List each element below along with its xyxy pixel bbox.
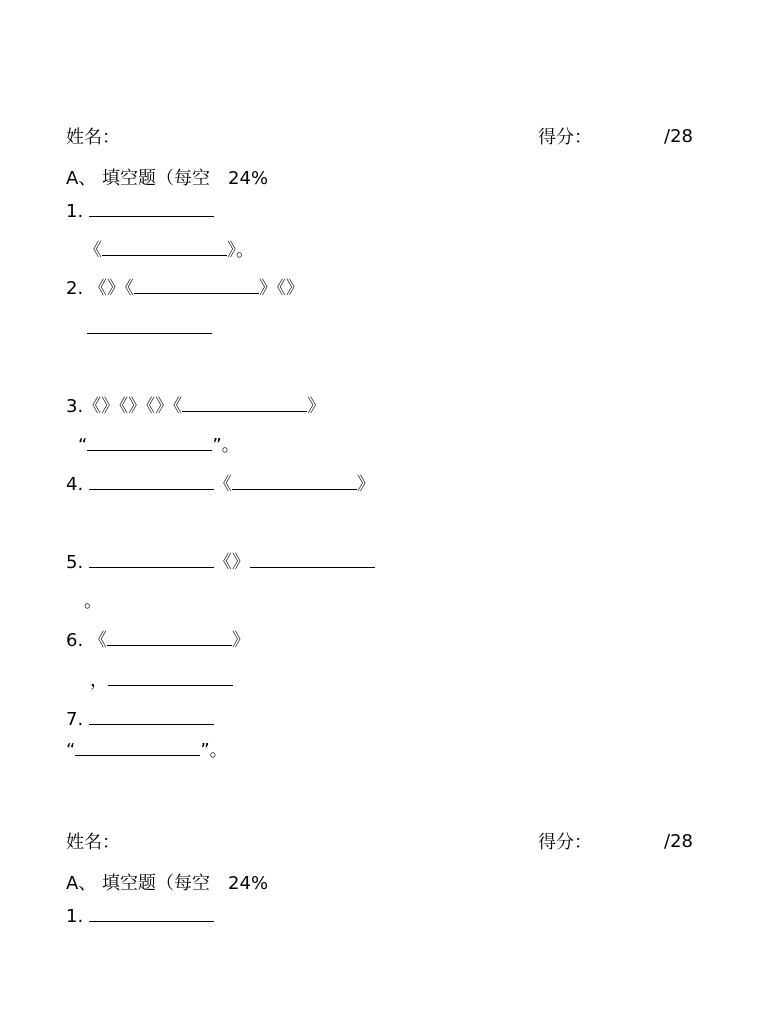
question-6-line-1 (66, 629, 250, 652)
answer-blank[interactable] (89, 551, 214, 568)
answer-blank[interactable] (107, 629, 232, 646)
question-5-line-1 (66, 551, 375, 574)
score-label-2: 得分： (538, 832, 592, 853)
question-text: 5. (66, 552, 89, 573)
question-1-line-1-sheet-2 (66, 905, 214, 928)
answer-blank[interactable] (250, 551, 375, 568)
question-text: 》 (307, 396, 326, 417)
question-3-line-2 (78, 434, 240, 457)
question-2-line-2 (87, 317, 212, 340)
question-text: 7. (66, 709, 89, 730)
question-text: “ (78, 435, 88, 456)
question-text: 1. (66, 201, 89, 222)
question-text: 《》 (213, 552, 250, 573)
answer-blank[interactable] (89, 473, 214, 490)
name-label-2: 姓名： (66, 832, 120, 853)
answer-blank[interactable] (232, 473, 357, 490)
question-text: 6. 《 (66, 630, 107, 651)
question-text: 》 (356, 474, 375, 495)
question-text: 3.《》《》《》《 (66, 396, 183, 417)
score-total: /28 (664, 126, 693, 147)
section-a-heading: A、 填空题（每空 24% (66, 168, 269, 189)
question-text: 《 (213, 474, 232, 495)
answer-blank[interactable] (87, 434, 212, 451)
question-5-line-2: 。 (84, 591, 102, 612)
answer-blank[interactable] (134, 277, 259, 294)
question-4-line-1 (66, 473, 375, 496)
question-text: 》《》 (258, 278, 304, 299)
question-text: “ (66, 740, 76, 761)
question-text: 》 (231, 630, 250, 651)
question-2-line-1 (66, 277, 304, 300)
question-7-line-2 (66, 739, 228, 762)
answer-blank[interactable] (102, 239, 227, 256)
question-text: 》。 (227, 240, 254, 261)
answer-blank[interactable] (89, 708, 214, 725)
score-label: 得分： (538, 127, 592, 148)
question-text: 2. 《》《 (66, 278, 134, 299)
answer-blank[interactable] (89, 905, 214, 922)
question-text: 1. (66, 906, 89, 927)
answer-blank[interactable] (89, 200, 214, 217)
answer-blank[interactable] (108, 669, 233, 686)
score-total-2: /28 (664, 831, 693, 852)
question-text: 4. (66, 474, 89, 495)
question-text: 《 (84, 240, 102, 261)
question-1-line-1 (66, 200, 214, 223)
answer-blank[interactable] (182, 395, 307, 412)
answer-blank[interactable] (75, 739, 200, 756)
question-text: ”。 (212, 435, 240, 456)
question-text: ”。 (200, 740, 228, 761)
answer-blank[interactable] (87, 317, 212, 334)
question-6-line-2 (90, 669, 233, 692)
question-3-line-1 (66, 395, 325, 418)
question-7-line-1 (66, 708, 214, 731)
section-a-heading-2: A、 填空题（每空 24% (66, 873, 269, 894)
question-1-line-2 (84, 239, 254, 262)
question-text: ， (90, 670, 108, 691)
name-label: 姓名： (66, 127, 120, 148)
